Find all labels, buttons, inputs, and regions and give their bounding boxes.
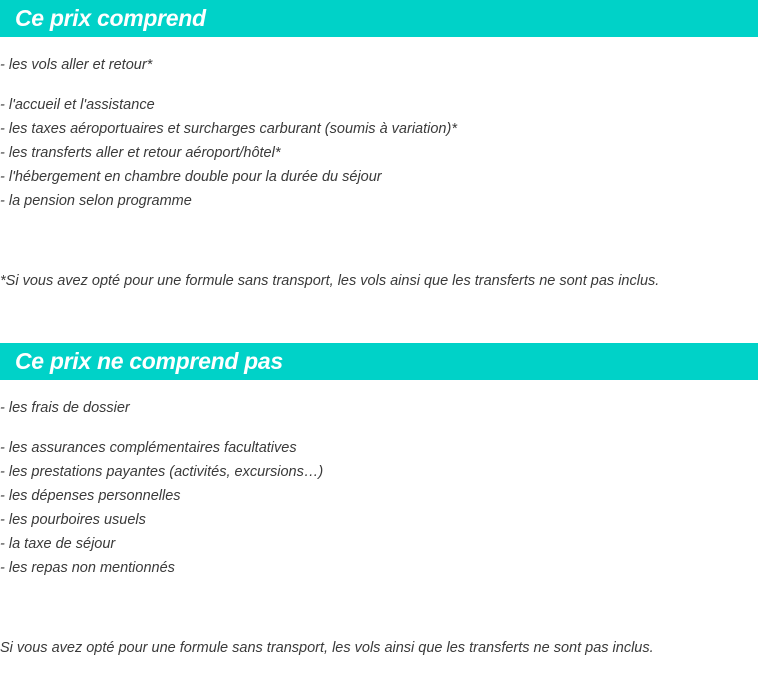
includes-item: - l'hébergement en chambre double pour la durée du séjour [0, 169, 382, 185]
includes-title: Ce prix comprend [15, 5, 206, 31]
includes-item: - la pension selon programme [0, 193, 192, 209]
excludes-footnote: Si vous avez opté pour une formule sans transport, les vols ainsi que les transferts ne sont pas inclus. [0, 640, 654, 656]
includes-item: - l'accueil et l'assistance [0, 97, 155, 113]
excludes-section [0, 343, 758, 380]
includes-first-item: - les vols aller et retour* [0, 57, 153, 73]
excludes-header-banner [0, 343, 758, 380]
includes-item: - les taxes aéroportuaires et surcharges carburant (soumis à variation)* [0, 121, 457, 137]
includes-footnote: *Si vous avez opté pour une formule sans transport, les vols ainsi que les transferts ne sont pas inclus. [0, 273, 660, 289]
excludes-first-item: - les frais de dossier [0, 400, 130, 416]
excludes-item: - les prestations payantes (activités, excursions…) [0, 464, 324, 480]
excludes-item: - les repas non mentionnés [0, 560, 175, 576]
excludes-item: - les dépenses personnelles [0, 488, 181, 504]
includes-header-banner [0, 0, 758, 37]
excludes-item: - les pourboires usuels [0, 512, 146, 528]
includes-section [0, 0, 758, 37]
excludes-item: - les assurances complémentaires facultatives [0, 440, 297, 456]
excludes-title: Ce prix ne comprend pas [15, 348, 283, 374]
includes-item: - les transferts aller et retour aéroport/hôtel* [0, 145, 281, 161]
excludes-item: - la taxe de séjour [0, 536, 116, 552]
